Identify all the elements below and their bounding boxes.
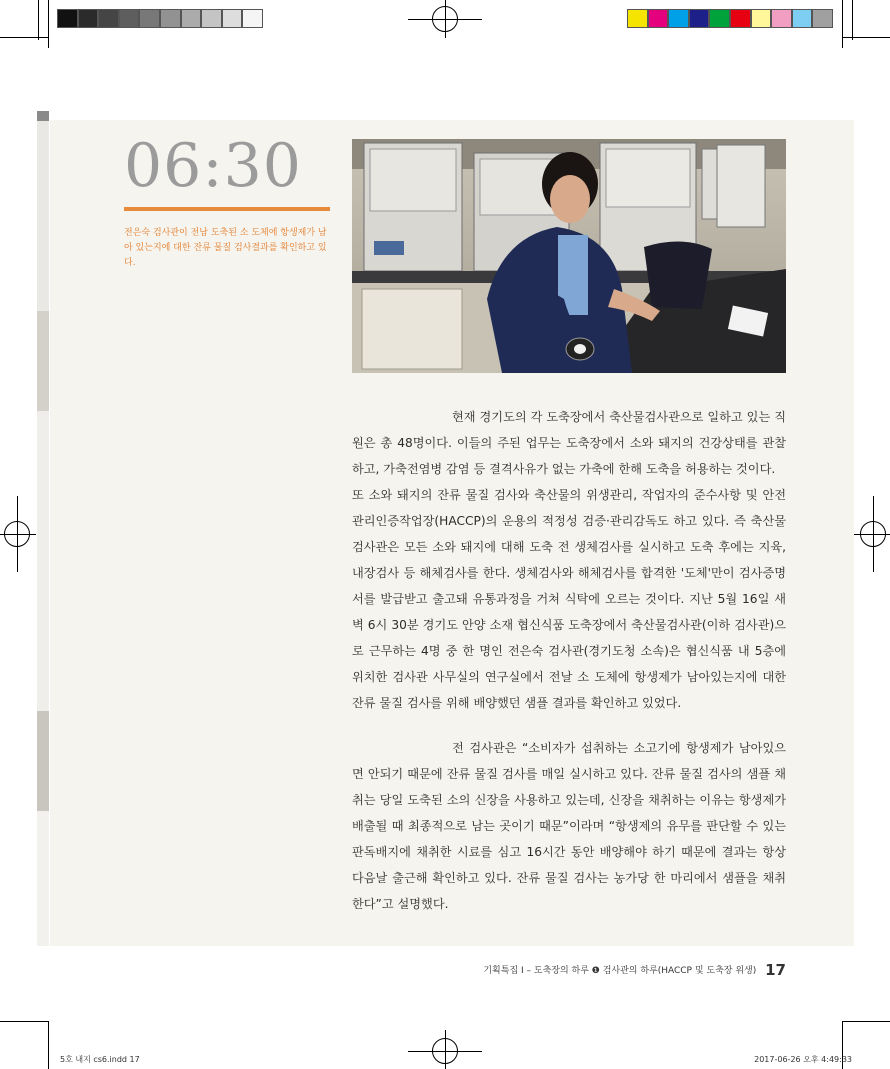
gray-swatch [78, 9, 99, 28]
left-page-edge [37, 111, 49, 946]
photo-caption: 전은숙 검사관이 전남 도축된 소 도체에 항생제가 남아 있는지에 대한 잔류 물질 검사결과를 확인하고 있다. [124, 228, 327, 268]
color-swatch [751, 9, 772, 28]
color-swatch [627, 9, 648, 28]
accent-rule [124, 207, 330, 211]
lab-photo [352, 139, 786, 373]
photo-lab-inspector-icon [352, 139, 786, 373]
running-footer [352, 961, 786, 979]
color-swatch [648, 9, 669, 28]
slug-filename: 5호 내지 cs6.indd 17 [60, 1055, 140, 1064]
slug-timestamp: 2017-06-26 오후 4:49:33 [754, 1055, 852, 1064]
color-swatch [668, 9, 689, 28]
article-body [352, 404, 786, 716]
gray-swatch [57, 9, 78, 28]
gray-swatch [201, 9, 222, 28]
gray-swatch [139, 9, 160, 28]
gray-swatch [98, 9, 119, 28]
color-swatch [709, 9, 730, 28]
article-body-2 [352, 735, 786, 917]
gray-swatch [181, 9, 202, 28]
gray-swatch [160, 9, 181, 28]
running-head: 기획특집 I – 도축장의 하루 ❶ 검사관의 하루(HACCP 및 도축장 위생) [483, 966, 757, 976]
color-swatch [730, 9, 751, 28]
time-heading: 06:30 [124, 131, 302, 201]
color-swatch [812, 9, 833, 28]
gray-swatch [242, 9, 263, 28]
paragraph-3: 전 검사관은 “소비자가 섭취하는 소고기에 항생제가 남아있으면 안되기 때문에 잔류 물질 검사를 매일 실시하고 있다. 잔류 물질 검사의 샘플 채취는 당일 도축된 소의 신장을 사용하고 있는데, 신장을 채취하는 이유는 항생제가 배출될 때 최종적으로 남는 곳이기 때문”이라며 “항생제의 유무를 판단할 수 있는 판독배지에 채취한 시료를 심고 16시간 동안 배양해야 하기 때문에 결과는 항상 다음날 출근해 확인하고 있다. 잔류 물질 검사는 농가당 한 마리에서 샘플을 채취한다”고 설명했다. [352, 741, 786, 911]
color-swatch [689, 9, 710, 28]
gray-swatch [222, 9, 243, 28]
paragraph-1: 현재 경기도의 각 도축장에서 축산물검사관으로 일하고 있는 직원은 총 48명이다. 이들의 주된 업무는 도축장에서 소와 돼지의 건강상태를 관찰하고, 가축전염병 감염 등 결격사유가 없는 가축에 한해 도축을 허용하는 것이다. [352, 410, 786, 476]
gray-swatch [119, 9, 140, 28]
paragraph-2: 또 소와 돼지의 잔류 물질 검사와 축산물의 위생관리, 작업자의 준수사항 및 안전관리인증작업장(HACCP)의 운용의 적정성 검증·관리감독도 하고 있다. 즉 축산물검사관은 모든 소와 돼지에 대해 도축 전 생체검사를 실시하고 도축 후에는 지육, 내장검사 등 해체검사를 한다. 생체검사와 해체검사를 합격한 '도체'만이 검사증명서를 발급받고 출고돼 유통과정을 거쳐 식탁에 오르는 것이다. 지난 5월 16일 새벽 6시 30분 경기도 안양 소재 협신식품 도축장에서 축산물검사관(이하 검사관)으로 근무하는 4명 중 한 명인 전은숙 검사관(경기도청 소속)은 협신식품 내 5층에 위치한 검사관 사무실의 연구실에서 전날 소 도체에 항생제가 남아있는지에 대한 잔류 물질 검사를 위해 배양했던 샘플 결과를 확인하고 있었다. [352, 488, 786, 710]
color-swatch [792, 9, 813, 28]
color-swatch [771, 9, 792, 28]
page-number: 17 [765, 961, 786, 979]
